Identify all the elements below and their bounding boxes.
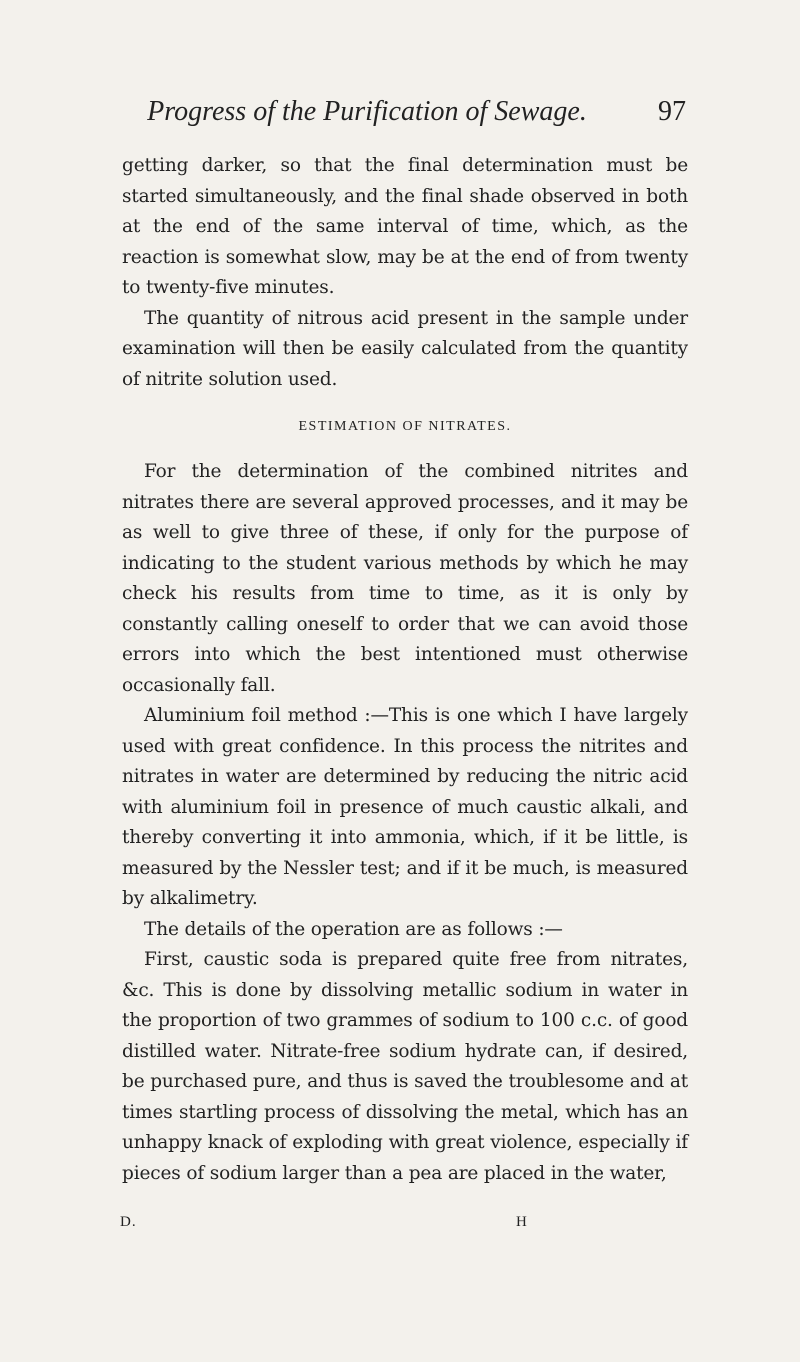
- body-text: [122, 151, 688, 1189]
- page-footer: [120, 1214, 682, 1238]
- paragraph: Aluminium foil method :—This is one which I have largely used with great confidence. In this process the nitrites and nitrates in water are determined by reducing the nitric acid with aluminium foil in presence of much caustic alkali, and thereby converting it into ammonia, which, if it be little, is measured by the Nessler test; and if it be much, is measured by alkalimetry.: [122, 705, 688, 909]
- signature-mark-left: D.: [120, 1214, 137, 1230]
- page-number: 97: [658, 96, 686, 127]
- paragraph: For the determination of the combined nitrites and nitrates there are several approved processes, and it may be as well to give three of these, if only for the purpose of indicating to the student various methods by which he may check his results from time to time, as it is only by constantly calling oneself to order that we can avoid those errors into which the best intentioned must otherwise occasionally fall.: [122, 461, 688, 696]
- section-heading: ESTIMATION OF NITRATES.: [298, 419, 512, 434]
- paragraph: getting darker, so that the final determination must be started simultaneously, and the final shade observed in both at the end of the same interval of time, which, as the reaction is somewhat slow, may be at the end of from twenty to twenty-five minutes.: [122, 155, 688, 298]
- paragraph: The quantity of nitrous acid present in the sample under examination will then be easily calculated from the quantity of nitrite solution used.: [122, 307, 688, 390]
- signature-mark-right: H: [516, 1214, 528, 1230]
- paragraph: First, caustic soda is prepared quite free from nitrates, &c. This is done by dissolving metallic sodium in water in the proportion of two grammes of sodium to 100 c.c. of good distilled water. Nitrate-free sodium hydrate can, if desired, be purchased pure, and thus is saved the troublesome and at times startling process of dissolving the metal, which has an unhappy knack of exploding with great violence, especially if pieces of sodium larger than a pea are placed in the water,: [122, 949, 688, 1184]
- paragraph: The details of the operation are as follows :—: [144, 918, 563, 940]
- page-header: [118, 94, 686, 134]
- running-title: Progress of the Purification of Sewage.: [147, 96, 587, 127]
